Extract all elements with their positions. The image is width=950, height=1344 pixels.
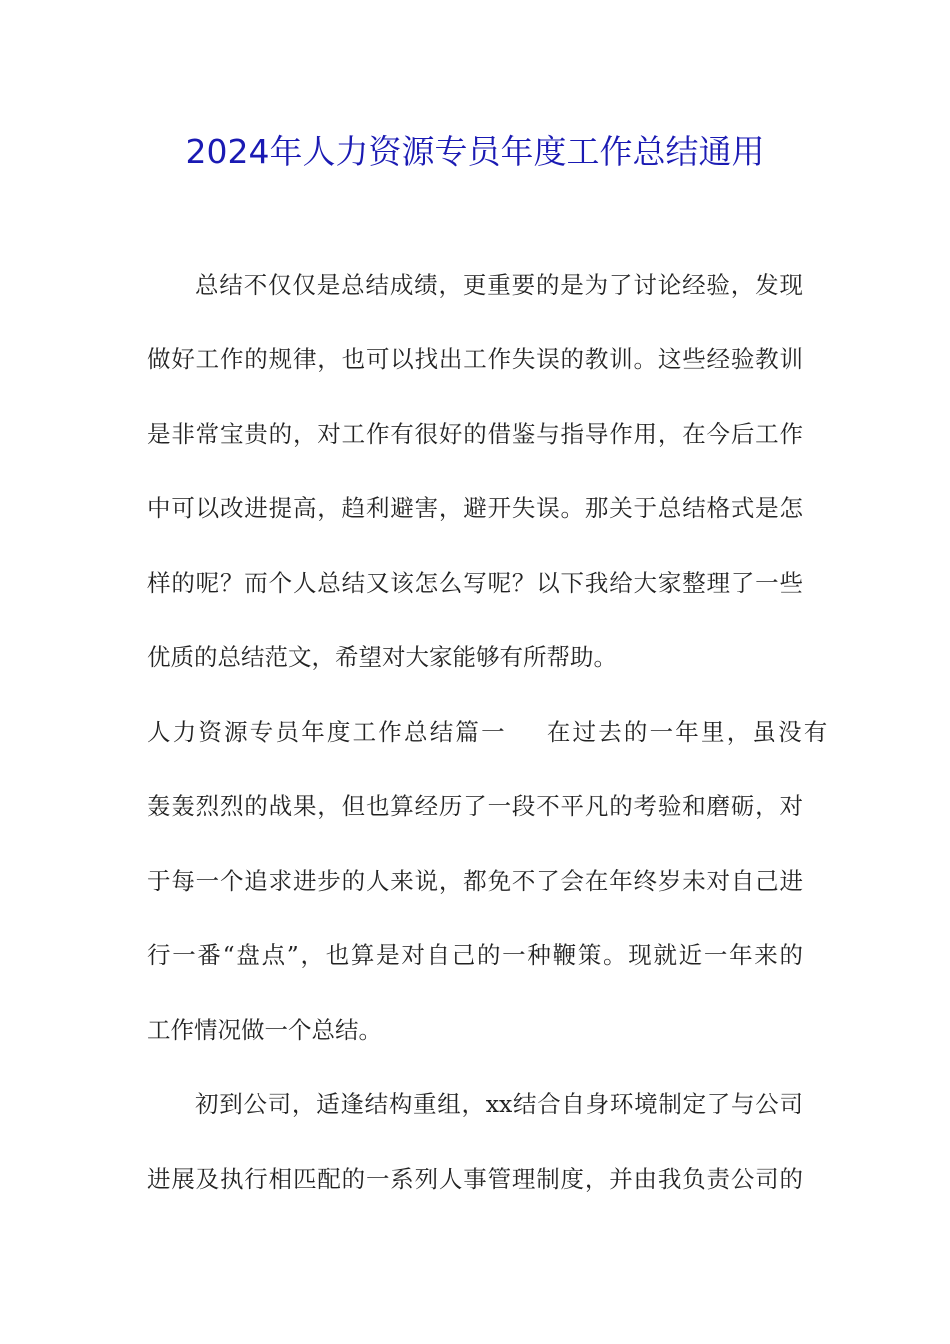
intro-line: 中可以改进提高，趋利避害，避开失误。那关于总结格式是怎 [147,494,803,522]
intro-line: 做好工作的规律，也可以找出工作失误的教训。这些经验教训 [147,345,803,373]
section-line: 工作情况做一个总结。 [147,1016,382,1044]
document-title: 2024年人力资源专员年度工作总结通用 [185,132,765,171]
section-line: 行一番“盘点”，也算是对自己的一种鞭策。现就近一年来的 [147,941,803,969]
paragraph-line: 进展及执行相匹配的一系列人事管理制度，并由我负责公司的 [147,1165,803,1193]
intro-line: 样的呢？而个人总结又该怎么写呢？以下我给大家整理了一些 [147,569,803,597]
intro-line: 优质的总结范文，希望对大家能够有所帮助。 [147,643,617,671]
section-first-line-text: 在过去的一年里，虽没有 [546,718,830,746]
intro-line: 总结不仅仅是总结成绩，更重要的是为了讨论经验，发现 [195,271,803,299]
intro-line: 是非常宝贵的，对工作有很好的借鉴与指导作用，在今后工作 [147,420,803,448]
paragraph-line: 初到公司，适逢结构重组，xx结合自身环境制定了与公司 [195,1090,803,1118]
section-line: 于每一个追求进步的人来说，都免不了会在年终岁未对自己进 [147,867,803,895]
section-heading: 人力资源专员年度工作总结篇一 [147,718,507,746]
section-line: 轰轰烈烈的战果，但也算经历了一段不平凡的考验和磨砺，对 [147,792,803,820]
section-heading-line [147,712,830,752]
